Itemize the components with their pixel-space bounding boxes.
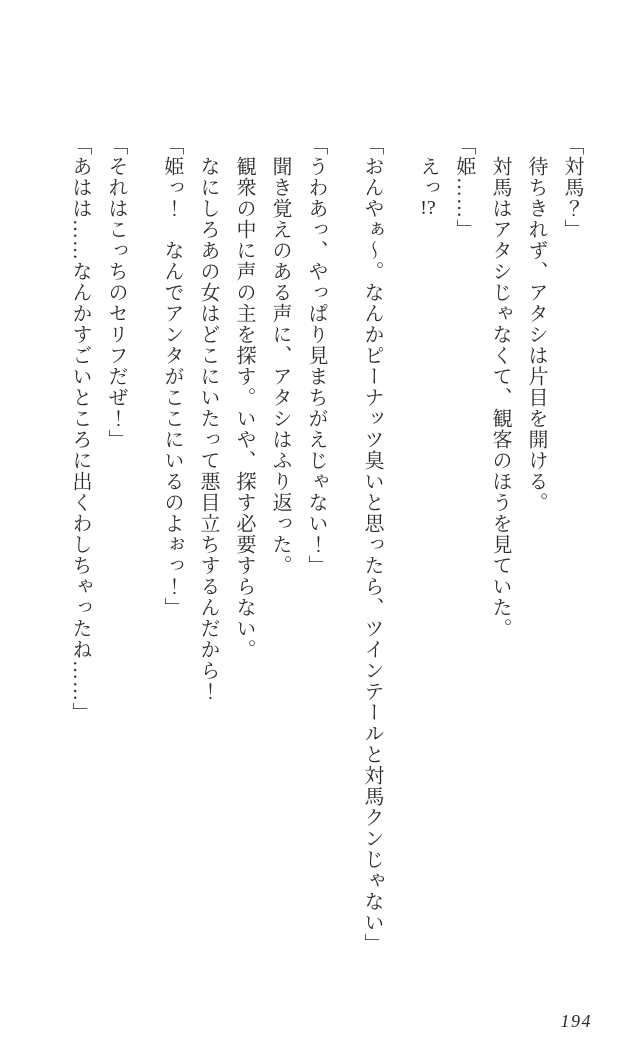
text-line-dialogue: 「うわあっ、やっぱり見まちがえじゃない！」: [305, 135, 327, 576]
text-line-narration: 聞き覚えのある声に、アタシはふり返った。: [269, 156, 291, 576]
exclamation-question-tcy: !?: [420, 198, 436, 218]
text-line-narration: 対馬はアタシじゃなくて、観客のほうを見ていた。: [489, 156, 511, 639]
text-line-dialogue: 「あはは……なんかすごいところに出くわしちゃったね……」: [69, 135, 91, 723]
text-line-dialogue: 「姫……」: [453, 135, 475, 240]
text-line-dialogue: 「対馬？」: [561, 135, 583, 240]
text-line-dialogue: 「姫っ！ なんでアンタがここにいるのよぉっ！」: [161, 135, 183, 618]
text-line-narration: なにしろあの女はどこにいたって悪目立ちするんだから！: [197, 156, 219, 702]
text-line-dialogue: 「おんやぁ～。なんかピーナッツ臭いと思ったら、ツインテールと対馬クンじゃない」: [361, 135, 383, 954]
text-line-narration: えっ!?: [417, 156, 439, 218]
page-text: [62, 135, 590, 985]
page-number: 194: [560, 1011, 592, 1031]
text-line-narration: 待ちきれず、アタシは片目を開ける。: [525, 156, 547, 513]
text-line-dialogue: 「それはこっちのセリフだぜ！」: [105, 135, 127, 450]
text-line-narration: 観衆の中に声の主を探す。いや、探す必要すらない。: [233, 156, 255, 660]
